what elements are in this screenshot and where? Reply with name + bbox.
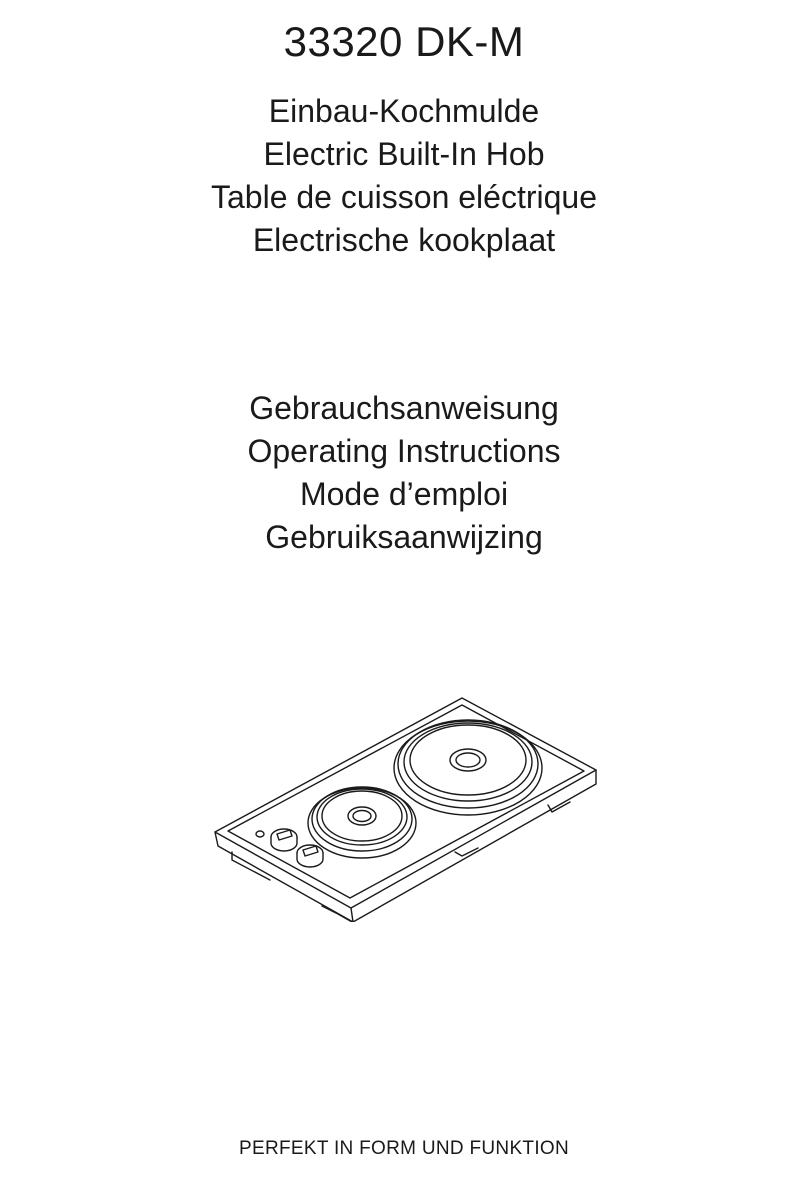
manual-title-fr: Mode d’emploi (299, 476, 509, 512)
manual-title-nl: Gebruiksaanwijzing (265, 519, 543, 555)
model-number: 33320 DK-M (283, 18, 525, 65)
control-knob-front (297, 845, 323, 867)
product-title-en: Electric Built-In Hob (263, 136, 545, 172)
control-knob-rear (271, 829, 297, 851)
product-title-fr: Table de cuisson eléctrique (210, 179, 597, 215)
manual-title-de: Gebrauchsanweisung (249, 390, 559, 426)
product-title-de: Einbau-Kochmulde (268, 93, 540, 129)
hob-illustration (210, 690, 602, 922)
brand-slogan: PERFEKT IN FORM UND FUNKTION (239, 1138, 569, 1159)
manual-title-en: Operating Instructions (247, 433, 561, 469)
product-title-nl: Electrische kookplaat (252, 222, 556, 258)
product-title-list (0, 90, 808, 262)
manual-title-list (0, 387, 808, 559)
